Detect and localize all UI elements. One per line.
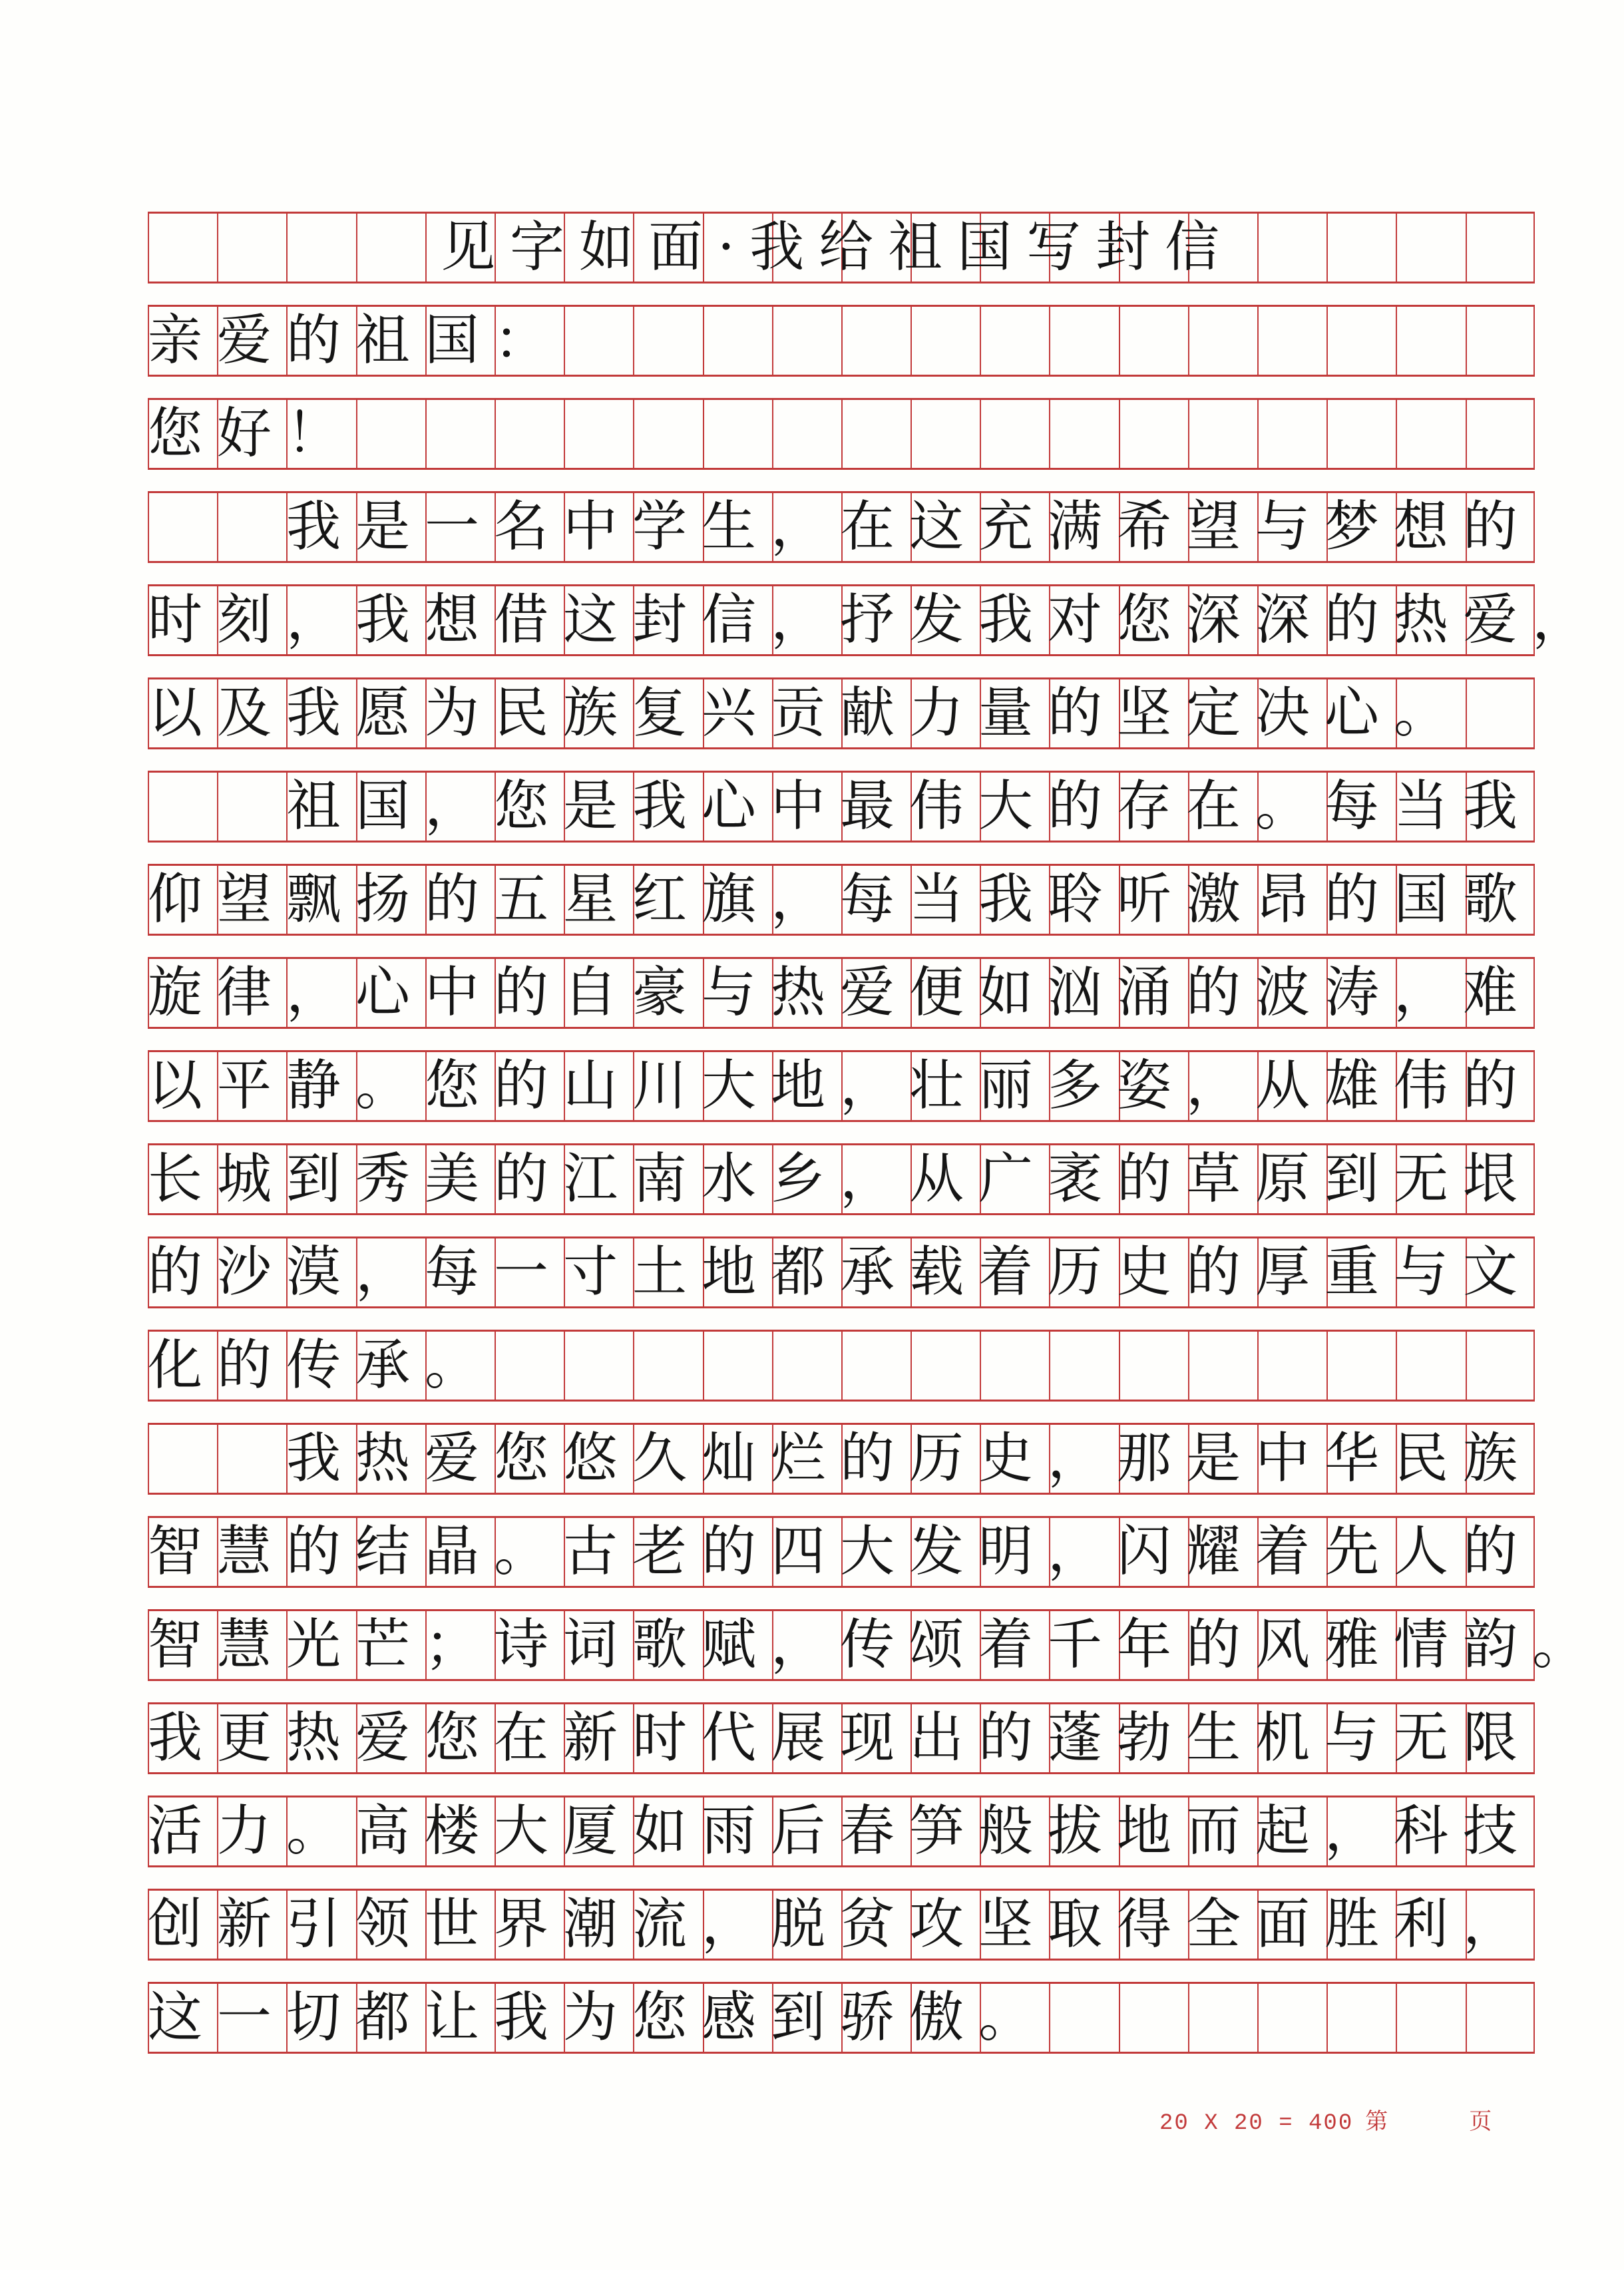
grid-row (148, 864, 1535, 936)
grid-cell (1326, 400, 1396, 468)
grid-row (148, 1796, 1535, 1867)
grid-row (148, 1330, 1535, 1402)
grid-cell (1188, 307, 1257, 375)
grid-cell (1466, 1332, 1535, 1400)
grid-cell (1466, 679, 1535, 747)
paragraph-line: 创新引领世界潮流，脱贫攻坚取得全面胜利， (148, 1893, 1533, 1956)
grid-row (148, 1423, 1535, 1495)
paragraph-line: 我是一名中学生，在这充满希望与梦想的 (286, 495, 1533, 558)
grid-cell (772, 400, 841, 468)
essay-title: 见字如面·我给祖国写封信 (441, 216, 1235, 279)
grid-cell (911, 400, 980, 468)
grid-cell (1257, 1984, 1326, 2052)
grid-row (148, 1609, 1602, 1681)
grid-cell (495, 1332, 564, 1400)
grid-cell (1188, 1984, 1257, 2052)
paragraph-line: 我热爱您悠久灿烂的历史，那是中华民族 (286, 1427, 1533, 1490)
paragraph-line: 祖国，您是我心中最伟大的存在。每当我 (286, 775, 1533, 838)
greeting-line: 您好！ (148, 402, 356, 465)
grid-row (148, 1702, 1535, 1774)
grid-cell (1466, 1984, 1535, 2052)
grid-cell (1049, 307, 1118, 375)
grid-cell (495, 400, 564, 468)
grid-cell (1119, 1984, 1188, 2052)
grid-cell (1396, 1984, 1465, 2052)
grid-cell (980, 1332, 1049, 1400)
grid-cell (841, 307, 911, 375)
grid-cell (1326, 214, 1396, 282)
grid-cell (1257, 400, 1326, 468)
grid-cell (1049, 1332, 1118, 1400)
grid-cell (1326, 1332, 1396, 1400)
grid-cell (1396, 307, 1465, 375)
grid-cell (564, 400, 633, 468)
grid-cell (1466, 400, 1535, 468)
grid-cell (772, 1332, 841, 1400)
paragraph-line: 智慧的结晶。古老的四大发明，闪耀着先人的 (148, 1520, 1533, 1583)
paragraph-line: 长城到秀美的江南水乡，从广袤的草原到无垠 (148, 1147, 1533, 1211)
grid-cell (1466, 214, 1535, 282)
grid-size-label: 20 X 20 = 400 (1159, 2111, 1354, 2136)
page-label-prefix: 第 (1365, 2108, 1390, 2135)
grid-cell (1396, 400, 1465, 468)
grid-cell (911, 307, 980, 375)
grid-cell (980, 307, 1049, 375)
grid-row (148, 1516, 1535, 1588)
grid-row (148, 1889, 1535, 1961)
grid-row (148, 491, 1535, 563)
grid-cell (1326, 307, 1396, 375)
grid-row (148, 398, 1535, 470)
paragraph-line: 以平静。您的山川大地，壮丽多姿，从雄伟的 (148, 1054, 1533, 1117)
grid-row (148, 1143, 1535, 1215)
grid-cell (564, 1332, 633, 1400)
grid-row (148, 1236, 1535, 1308)
grid-cell (1257, 1332, 1326, 1400)
salutation-line: 亲爱的祖国： (148, 309, 564, 372)
grid-row-title (148, 212, 1535, 284)
page-label-suffix: 页 (1469, 2108, 1494, 2135)
grid-cell (1049, 1984, 1118, 2052)
grid-cell (1119, 400, 1188, 468)
paragraph-line: 仰望飘扬的五星红旗，每当我聆听激昂的国歌 (148, 868, 1533, 931)
grid-cell (356, 400, 425, 468)
page-footer (1159, 2103, 1493, 2136)
grid-cell (703, 400, 772, 468)
grid-cell (703, 307, 772, 375)
grid-cell (1188, 400, 1257, 468)
grid-cell (1257, 214, 1326, 282)
grid-cell (1188, 1332, 1257, 1400)
grid-cell (1257, 307, 1326, 375)
grid-cell (980, 400, 1049, 468)
manuscript-grid (148, 212, 1602, 2075)
grid-cell (772, 307, 841, 375)
grid-row (148, 957, 1535, 1029)
grid-cell (633, 400, 702, 468)
grid-row (148, 1982, 1535, 2054)
grid-cell (1396, 1332, 1465, 1400)
paragraph-line: 的沙漠，每一寸土地都承载着历史的厚重与文 (148, 1240, 1533, 1304)
grid-cell (1119, 1332, 1188, 1400)
paragraph-line: 化的传承。 (148, 1334, 495, 1397)
paragraph-line: 活力。高楼大厦如雨后春笋般拔地而起，科技 (148, 1799, 1533, 1863)
grid-row (148, 771, 1535, 843)
grid-row (148, 1050, 1535, 1122)
grid-cell (1466, 307, 1535, 375)
grid-cell (1396, 214, 1465, 282)
paragraph-line: 智慧光芒；诗词歌赋，传颂着千年的风雅情韵。 (148, 1613, 1602, 1676)
grid-row (148, 584, 1602, 656)
paragraph-line: 这一切都让我为您感到骄傲。 (148, 1986, 1048, 2049)
paragraph-line: 我更热爱您在新时代展现出的蓬勃生机与无限 (148, 1706, 1533, 1770)
paragraph-line: 旋律，心中的自豪与热爱便如汹涌的波涛，难 (148, 961, 1533, 1024)
grid-cell (841, 400, 911, 468)
grid-cell (703, 1332, 772, 1400)
grid-row (148, 305, 1535, 377)
grid-cell (1119, 307, 1188, 375)
grid-cell (633, 307, 702, 375)
grid-cell (841, 1332, 911, 1400)
grid-cell (1326, 1984, 1396, 2052)
paragraph-line: 以及我愿为民族复兴贡献力量的坚定决心。 (148, 681, 1464, 745)
paragraph-line: 时刻，我想借这封信，抒发我对您深深的热爱， (148, 588, 1602, 652)
grid-row (148, 677, 1535, 749)
grid-cell (564, 307, 633, 375)
grid-cell (1049, 400, 1118, 468)
grid-cell (425, 400, 495, 468)
grid-cell (633, 1332, 702, 1400)
grid-cell (911, 1332, 980, 1400)
